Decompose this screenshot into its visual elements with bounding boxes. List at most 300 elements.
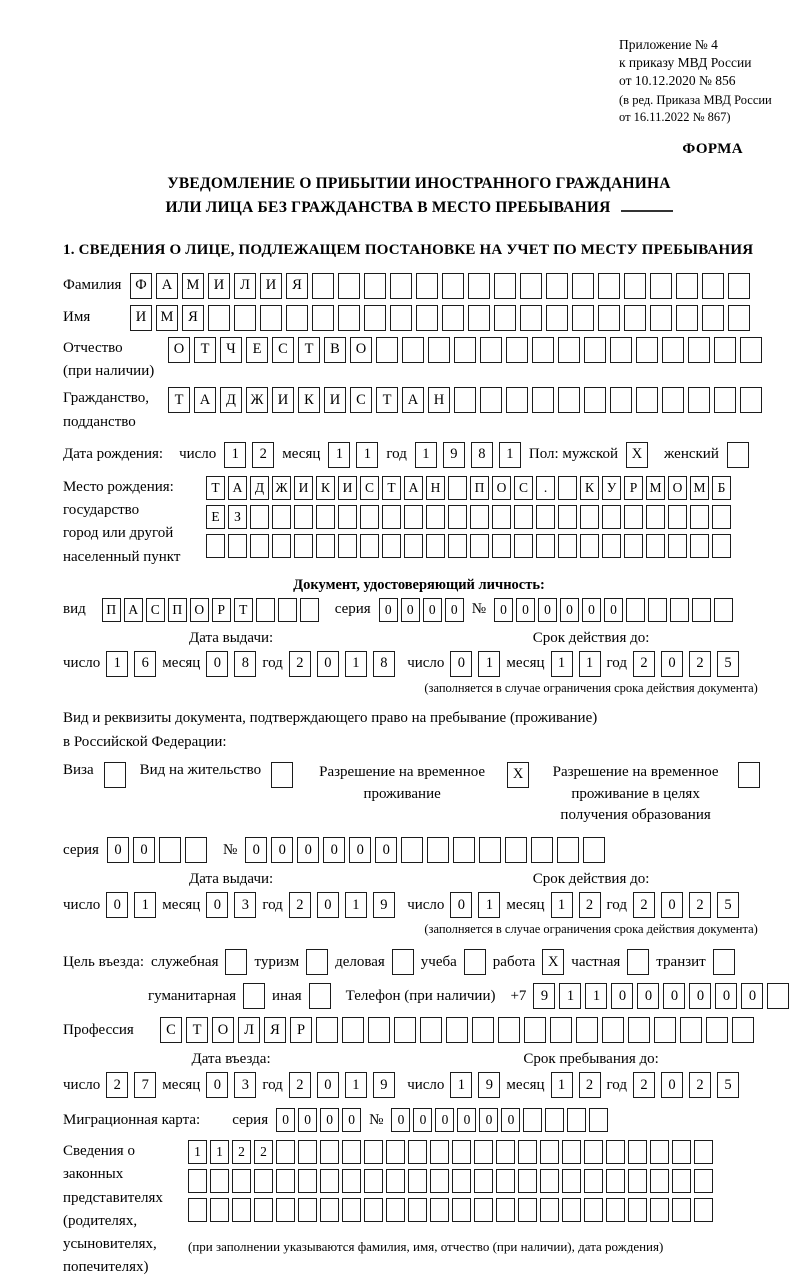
legal-reps-cell[interactable] [364, 1140, 383, 1164]
birthplace-cell[interactable] [624, 534, 643, 558]
purpose-private-checkbox[interactable] [627, 949, 649, 975]
birthdate-month-cell[interactable]: 1 [356, 442, 378, 468]
birthplace-cell[interactable] [272, 505, 291, 529]
residence-valid-day-cell[interactable]: 1 [478, 892, 500, 918]
entry-year-cell[interactable]: 9 [373, 1072, 395, 1098]
phone-cell[interactable]: 0 [637, 983, 659, 1009]
citizenship-cell[interactable] [558, 387, 580, 413]
birthplace-cell[interactable]: С [514, 476, 533, 500]
profession-cell[interactable]: Р [290, 1017, 312, 1043]
identity-doc-number-cell[interactable]: 0 [538, 598, 557, 622]
legal-reps-cell[interactable] [540, 1169, 559, 1193]
birthdate-year-cell[interactable]: 8 [471, 442, 493, 468]
patronymic-cell[interactable]: Ч [220, 337, 242, 363]
legal-reps-cell[interactable] [276, 1198, 295, 1222]
legal-reps-cell[interactable]: 1 [210, 1140, 229, 1164]
name-cell[interactable] [208, 305, 230, 331]
birthplace-cell[interactable] [250, 505, 269, 529]
migration-card-number-cell[interactable] [567, 1108, 586, 1132]
patronymic-cell[interactable]: Т [194, 337, 216, 363]
citizenship-cell[interactable] [636, 387, 658, 413]
phone-cell[interactable]: 0 [715, 983, 737, 1009]
birthplace-cell[interactable]: О [492, 476, 511, 500]
profession-cell[interactable] [602, 1017, 624, 1043]
legal-reps-cell[interactable] [364, 1198, 383, 1222]
migration-card-number-cell[interactable]: 0 [501, 1108, 520, 1132]
profession-cell[interactable] [342, 1017, 364, 1043]
identity-doc-series-cell[interactable]: 0 [445, 598, 464, 622]
residence-doc-number-cell[interactable] [505, 837, 527, 863]
birthplace-cell[interactable]: И [338, 476, 357, 500]
legal-reps-cell[interactable] [452, 1169, 471, 1193]
birthplace-cell[interactable]: Т [206, 476, 225, 500]
birthplace-cell[interactable] [712, 534, 731, 558]
citizenship-cell[interactable] [454, 387, 476, 413]
stay-month-cell[interactable]: 2 [579, 1072, 601, 1098]
birthplace-cell[interactable] [514, 534, 533, 558]
legal-reps-cell[interactable] [210, 1169, 229, 1193]
legal-reps-cell[interactable] [650, 1169, 669, 1193]
profession-cell[interactable]: О [212, 1017, 234, 1043]
citizenship-cell[interactable]: Н [428, 387, 450, 413]
identity-doc-number-cell[interactable] [648, 598, 667, 622]
name-cell[interactable] [416, 305, 438, 331]
legal-reps-cell[interactable] [232, 1198, 251, 1222]
migration-card-number-cell[interactable]: 0 [391, 1108, 410, 1132]
residence-issue-month-cell[interactable]: 3 [234, 892, 256, 918]
identity-doc-type-cell[interactable]: С [146, 598, 165, 622]
birthplace-cell[interactable] [382, 534, 401, 558]
residence-valid-year-cell[interactable]: 5 [717, 892, 739, 918]
legal-reps-cell[interactable] [650, 1140, 669, 1164]
birthplace-cell[interactable] [470, 534, 489, 558]
patronymic-cell[interactable]: С [272, 337, 294, 363]
residence-valid-month-cell[interactable]: 1 [551, 892, 573, 918]
legal-reps-cell[interactable] [474, 1198, 493, 1222]
birthplace-cell[interactable]: З [228, 505, 247, 529]
legal-reps-cell[interactable] [232, 1169, 251, 1193]
name-cell[interactable] [676, 305, 698, 331]
legal-reps-cell[interactable] [342, 1169, 361, 1193]
birthplace-cell[interactable] [536, 534, 555, 558]
stay-year-cell[interactable]: 5 [717, 1072, 739, 1098]
legal-reps-cell[interactable] [628, 1198, 647, 1222]
birthplace-cell[interactable] [580, 534, 599, 558]
purpose-transit-checkbox[interactable] [713, 949, 735, 975]
birthplace-cell[interactable] [404, 534, 423, 558]
birthplace-cell[interactable] [514, 505, 533, 529]
identity-doc-type-cell[interactable] [256, 598, 275, 622]
surname-cell[interactable] [312, 273, 334, 299]
legal-reps-cell[interactable] [430, 1140, 449, 1164]
birthplace-cell[interactable] [316, 505, 335, 529]
residence-doc-number-cell[interactable] [583, 837, 605, 863]
patronymic-cell[interactable] [480, 337, 502, 363]
birthplace-cell[interactable]: Б [712, 476, 731, 500]
legal-reps-cell[interactable] [298, 1198, 317, 1222]
patronymic-cell[interactable] [428, 337, 450, 363]
patronymic-cell[interactable]: Т [298, 337, 320, 363]
residence-doc-number-cell[interactable] [531, 837, 553, 863]
name-cell[interactable] [234, 305, 256, 331]
residence-doc-series-cell[interactable] [185, 837, 207, 863]
residence-doc-number-cell[interactable] [453, 837, 475, 863]
sex-female-checkbox[interactable] [727, 442, 749, 468]
patronymic-cell[interactable] [376, 337, 398, 363]
birthplace-cell[interactable]: У [602, 476, 621, 500]
citizenship-cell[interactable] [480, 387, 502, 413]
identity-doc-number-cell[interactable]: 0 [494, 598, 513, 622]
identity-doc-type-cell[interactable] [278, 598, 297, 622]
phone-cell[interactable] [767, 983, 789, 1009]
residence-doc-number-cell[interactable]: 0 [271, 837, 293, 863]
temp-residence-checkbox[interactable]: X [507, 762, 529, 788]
birthdate-year-cell[interactable]: 9 [443, 442, 465, 468]
stay-day-cell[interactable]: 9 [478, 1072, 500, 1098]
identity-doc-number-cell[interactable]: 0 [582, 598, 601, 622]
migration-card-number-cell[interactable] [589, 1108, 608, 1132]
birthplace-cell[interactable] [690, 505, 709, 529]
legal-reps-cell[interactable] [408, 1140, 427, 1164]
name-cell[interactable] [572, 305, 594, 331]
citizenship-cell[interactable]: Т [376, 387, 398, 413]
birthplace-cell[interactable] [426, 534, 445, 558]
phone-cell[interactable]: 0 [741, 983, 763, 1009]
birthplace-cell[interactable]: А [404, 476, 423, 500]
phone-cell[interactable]: 1 [559, 983, 581, 1009]
surname-cell[interactable] [702, 273, 724, 299]
birthplace-cell[interactable] [712, 505, 731, 529]
name-cell[interactable] [598, 305, 620, 331]
residence-doc-number-cell[interactable]: 0 [375, 837, 397, 863]
birthplace-cell[interactable] [338, 534, 357, 558]
surname-cell[interactable] [390, 273, 412, 299]
birthplace-cell[interactable] [228, 534, 247, 558]
identity-doc-number-cell[interactable]: 0 [560, 598, 579, 622]
legal-reps-cell[interactable] [562, 1169, 581, 1193]
citizenship-cell[interactable] [532, 387, 554, 413]
legal-reps-cell[interactable] [584, 1169, 603, 1193]
profession-cell[interactable] [706, 1017, 728, 1043]
legal-reps-cell[interactable] [320, 1169, 339, 1193]
citizenship-cell[interactable]: А [402, 387, 424, 413]
name-cell[interactable] [520, 305, 542, 331]
residence-valid-year-cell[interactable]: 2 [633, 892, 655, 918]
profession-cell[interactable] [420, 1017, 442, 1043]
identity-valid-year-cell[interactable]: 2 [633, 651, 655, 677]
legal-reps-cell[interactable] [518, 1140, 537, 1164]
phone-cell[interactable]: 0 [663, 983, 685, 1009]
patronymic-cell[interactable]: О [168, 337, 190, 363]
patronymic-cell[interactable] [584, 337, 606, 363]
identity-valid-month-cell[interactable]: 1 [551, 651, 573, 677]
patronymic-cell[interactable] [402, 337, 424, 363]
identity-issue-month-cell[interactable]: 0 [206, 651, 228, 677]
phone-cell[interactable]: 9 [533, 983, 555, 1009]
birthplace-cell[interactable]: Е [206, 505, 225, 529]
birthplace-cell[interactable]: П [470, 476, 489, 500]
birthplace-cell[interactable] [272, 534, 291, 558]
birthdate-year-cell[interactable]: 1 [499, 442, 521, 468]
residence-issue-month-cell[interactable]: 0 [206, 892, 228, 918]
patronymic-cell[interactable]: О [350, 337, 372, 363]
birthplace-cell[interactable] [602, 505, 621, 529]
patronymic-cell[interactable]: В [324, 337, 346, 363]
identity-valid-day-cell[interactable]: 1 [478, 651, 500, 677]
birthplace-cell[interactable]: Н [426, 476, 445, 500]
migration-card-number-cell[interactable]: 0 [479, 1108, 498, 1132]
name-cell[interactable] [546, 305, 568, 331]
profession-cell[interactable] [472, 1017, 494, 1043]
legal-reps-cell[interactable] [518, 1198, 537, 1222]
birthplace-cell[interactable]: Ж [272, 476, 291, 500]
stay-day-cell[interactable]: 1 [450, 1072, 472, 1098]
identity-doc-number-cell[interactable]: 0 [516, 598, 535, 622]
entry-month-cell[interactable]: 3 [234, 1072, 256, 1098]
citizenship-cell[interactable]: И [324, 387, 346, 413]
identity-valid-year-cell[interactable]: 5 [717, 651, 739, 677]
legal-reps-cell[interactable] [606, 1140, 625, 1164]
residence-doc-number-cell[interactable] [401, 837, 423, 863]
citizenship-cell[interactable] [688, 387, 710, 413]
stay-year-cell[interactable]: 2 [689, 1072, 711, 1098]
legal-reps-cell[interactable] [474, 1140, 493, 1164]
identity-valid-year-cell[interactable]: 0 [661, 651, 683, 677]
legal-reps-cell[interactable] [364, 1169, 383, 1193]
birthdate-day-cell[interactable]: 1 [224, 442, 246, 468]
surname-cell[interactable]: И [208, 273, 230, 299]
surname-cell[interactable] [572, 273, 594, 299]
birthplace-cell[interactable]: С [360, 476, 379, 500]
patronymic-cell[interactable] [506, 337, 528, 363]
citizenship-cell[interactable]: Ж [246, 387, 268, 413]
surname-cell[interactable] [728, 273, 750, 299]
identity-doc-number-cell[interactable] [670, 598, 689, 622]
patronymic-cell[interactable] [662, 337, 684, 363]
stay-month-cell[interactable]: 1 [551, 1072, 573, 1098]
patronymic-cell[interactable] [610, 337, 632, 363]
legal-reps-cell[interactable] [496, 1140, 515, 1164]
birthplace-cell[interactable] [602, 534, 621, 558]
legal-reps-cell[interactable] [254, 1198, 273, 1222]
phone-cell[interactable]: 1 [585, 983, 607, 1009]
identity-doc-number-cell[interactable] [692, 598, 711, 622]
birthplace-cell[interactable] [448, 534, 467, 558]
purpose-tourism-checkbox[interactable] [306, 949, 328, 975]
name-cell[interactable] [442, 305, 464, 331]
identity-issue-year-cell[interactable]: 2 [289, 651, 311, 677]
identity-issue-year-cell[interactable]: 8 [373, 651, 395, 677]
name-cell[interactable] [624, 305, 646, 331]
birthplace-cell[interactable] [690, 534, 709, 558]
legal-reps-cell[interactable] [540, 1198, 559, 1222]
legal-reps-cell[interactable] [342, 1140, 361, 1164]
legal-reps-cell[interactable] [606, 1198, 625, 1222]
phone-cell[interactable]: 0 [689, 983, 711, 1009]
residence-doc-number-cell[interactable]: 0 [297, 837, 319, 863]
name-cell[interactable]: Я [182, 305, 204, 331]
surname-cell[interactable] [520, 273, 542, 299]
legal-reps-cell[interactable] [496, 1198, 515, 1222]
profession-cell[interactable]: С [160, 1017, 182, 1043]
birthplace-cell[interactable] [338, 505, 357, 529]
legal-reps-cell[interactable] [694, 1140, 713, 1164]
birthplace-cell[interactable] [250, 534, 269, 558]
identity-doc-number-cell[interactable] [626, 598, 645, 622]
profession-cell[interactable] [732, 1017, 754, 1043]
legal-reps-cell[interactable] [386, 1198, 405, 1222]
legal-reps-cell[interactable] [298, 1169, 317, 1193]
birthdate-day-cell[interactable]: 2 [252, 442, 274, 468]
legal-reps-cell[interactable] [386, 1140, 405, 1164]
residence-issue-year-cell[interactable]: 0 [317, 892, 339, 918]
residence-doc-number-cell[interactable] [557, 837, 579, 863]
identity-issue-day-cell[interactable]: 6 [134, 651, 156, 677]
legal-reps-cell[interactable]: 1 [188, 1140, 207, 1164]
patronymic-cell[interactable] [532, 337, 554, 363]
migration-card-number-cell[interactable] [545, 1108, 564, 1132]
phone-cell[interactable]: 0 [611, 983, 633, 1009]
profession-cell[interactable] [446, 1017, 468, 1043]
profession-cell[interactable] [680, 1017, 702, 1043]
surname-cell[interactable] [442, 273, 464, 299]
citizenship-cell[interactable]: К [298, 387, 320, 413]
birthplace-cell[interactable] [360, 534, 379, 558]
migration-card-series-cell[interactable]: 0 [320, 1108, 339, 1132]
birthplace-cell[interactable] [668, 534, 687, 558]
surname-cell[interactable] [624, 273, 646, 299]
birthplace-cell[interactable] [668, 505, 687, 529]
patronymic-cell[interactable] [714, 337, 736, 363]
residence-valid-year-cell[interactable]: 0 [661, 892, 683, 918]
identity-doc-type-cell[interactable]: П [168, 598, 187, 622]
birthplace-cell[interactable] [426, 505, 445, 529]
profession-cell[interactable]: Л [238, 1017, 260, 1043]
birthplace-cell[interactable]: Д [250, 476, 269, 500]
identity-doc-type-cell[interactable]: П [102, 598, 121, 622]
citizenship-cell[interactable]: И [272, 387, 294, 413]
migration-card-series-cell[interactable]: 0 [342, 1108, 361, 1132]
birthplace-cell[interactable]: А [228, 476, 247, 500]
name-cell[interactable]: И [130, 305, 152, 331]
birthplace-cell[interactable]: К [580, 476, 599, 500]
name-cell[interactable] [468, 305, 490, 331]
birthplace-cell[interactable] [316, 534, 335, 558]
residence-doc-number-cell[interactable] [427, 837, 449, 863]
legal-reps-cell[interactable] [408, 1198, 427, 1222]
profession-cell[interactable] [524, 1017, 546, 1043]
legal-reps-cell[interactable] [254, 1169, 273, 1193]
identity-valid-month-cell[interactable]: 1 [579, 651, 601, 677]
residence-doc-number-cell[interactable]: 0 [245, 837, 267, 863]
migration-card-number-cell[interactable]: 0 [457, 1108, 476, 1132]
purpose-humanitarian-checkbox[interactable] [243, 983, 265, 1009]
residence-issue-year-cell[interactable]: 9 [373, 892, 395, 918]
residence-valid-month-cell[interactable]: 2 [579, 892, 601, 918]
legal-reps-cell[interactable] [672, 1169, 691, 1193]
surname-cell[interactable]: М [182, 273, 204, 299]
legal-reps-cell[interactable] [408, 1169, 427, 1193]
legal-reps-cell[interactable] [628, 1140, 647, 1164]
identity-valid-year-cell[interactable]: 2 [689, 651, 711, 677]
purpose-business-checkbox[interactable] [392, 949, 414, 975]
birthplace-cell[interactable] [492, 534, 511, 558]
identity-issue-day-cell[interactable]: 1 [106, 651, 128, 677]
profession-cell[interactable] [628, 1017, 650, 1043]
identity-valid-day-cell[interactable]: 0 [450, 651, 472, 677]
purpose-study-checkbox[interactable] [464, 949, 486, 975]
name-cell[interactable] [364, 305, 386, 331]
name-cell[interactable] [312, 305, 334, 331]
profession-cell[interactable]: Я [264, 1017, 286, 1043]
name-cell[interactable]: М [156, 305, 178, 331]
legal-reps-cell[interactable] [276, 1140, 295, 1164]
identity-doc-series-cell[interactable]: 0 [423, 598, 442, 622]
legal-reps-cell[interactable] [584, 1140, 603, 1164]
profession-cell[interactable] [654, 1017, 676, 1043]
legal-reps-cell[interactable] [606, 1169, 625, 1193]
residence-doc-number-cell[interactable]: 0 [323, 837, 345, 863]
birthplace-cell[interactable] [558, 534, 577, 558]
residence-issue-day-cell[interactable]: 1 [134, 892, 156, 918]
migration-card-number-cell[interactable]: 0 [435, 1108, 454, 1132]
legal-reps-cell[interactable] [320, 1140, 339, 1164]
birthplace-cell[interactable] [580, 505, 599, 529]
birthplace-cell[interactable] [492, 505, 511, 529]
citizenship-cell[interactable] [610, 387, 632, 413]
entry-year-cell[interactable]: 0 [317, 1072, 339, 1098]
birthplace-cell[interactable] [470, 505, 489, 529]
name-cell[interactable] [338, 305, 360, 331]
migration-card-number-cell[interactable] [523, 1108, 542, 1132]
surname-cell[interactable] [598, 273, 620, 299]
citizenship-cell[interactable] [584, 387, 606, 413]
birthplace-cell[interactable]: Т [382, 476, 401, 500]
birthplace-cell[interactable]: И [294, 476, 313, 500]
surname-cell[interactable]: А [156, 273, 178, 299]
birthplace-cell[interactable]: М [646, 476, 665, 500]
birthplace-cell[interactable]: К [316, 476, 335, 500]
name-cell[interactable] [286, 305, 308, 331]
surname-cell[interactable]: Я [286, 273, 308, 299]
birthplace-cell[interactable] [646, 505, 665, 529]
birthplace-cell[interactable] [624, 505, 643, 529]
patronymic-cell[interactable] [740, 337, 762, 363]
birthplace-cell[interactable]: Р [624, 476, 643, 500]
entry-year-cell[interactable]: 1 [345, 1072, 367, 1098]
profession-cell[interactable] [316, 1017, 338, 1043]
legal-reps-cell[interactable] [188, 1198, 207, 1222]
legal-reps-cell[interactable] [430, 1169, 449, 1193]
legal-reps-cell[interactable] [188, 1169, 207, 1193]
legal-reps-cell[interactable] [672, 1198, 691, 1222]
birthplace-cell[interactable] [448, 505, 467, 529]
birthplace-cell[interactable] [206, 534, 225, 558]
profession-cell[interactable] [498, 1017, 520, 1043]
identity-doc-number-cell[interactable]: 0 [604, 598, 623, 622]
legal-reps-cell[interactable] [562, 1140, 581, 1164]
purpose-official-checkbox[interactable] [225, 949, 247, 975]
legal-reps-cell[interactable] [650, 1198, 669, 1222]
birthplace-cell[interactable] [382, 505, 401, 529]
legal-reps-cell[interactable] [584, 1198, 603, 1222]
legal-reps-cell[interactable]: 2 [254, 1140, 273, 1164]
identity-issue-month-cell[interactable]: 8 [234, 651, 256, 677]
name-cell[interactable] [260, 305, 282, 331]
birthplace-cell[interactable] [558, 476, 577, 500]
citizenship-cell[interactable] [714, 387, 736, 413]
legal-reps-cell[interactable] [452, 1140, 471, 1164]
